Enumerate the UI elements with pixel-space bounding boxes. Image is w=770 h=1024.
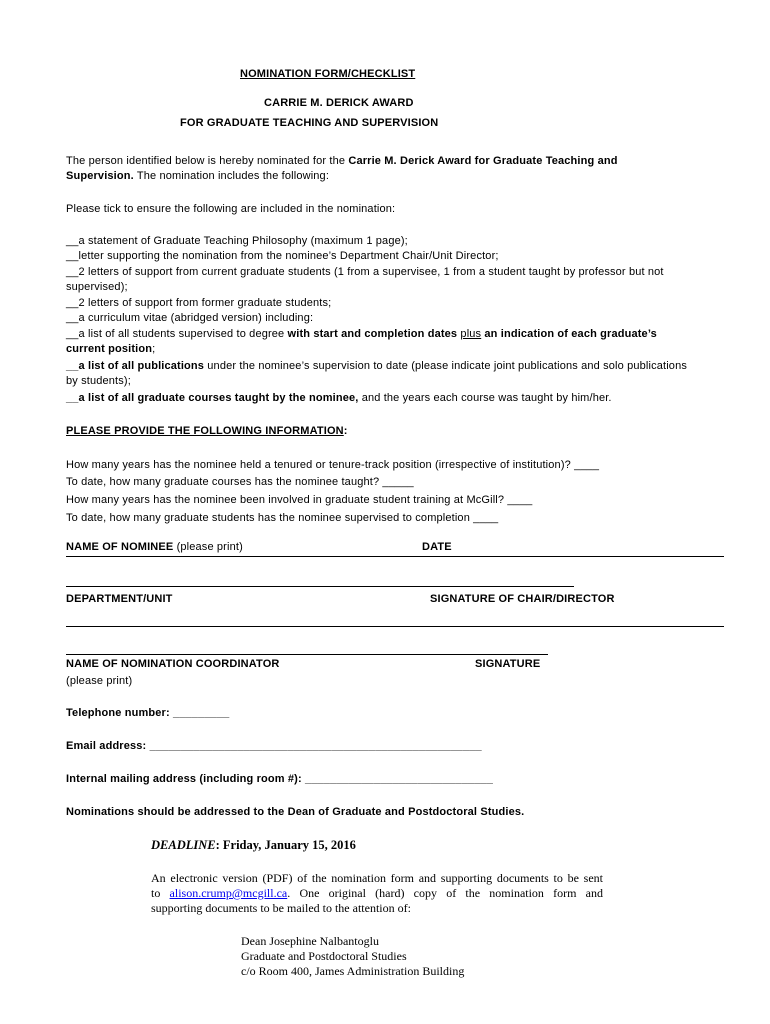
award-name: CARRIE M. DERICK AWARD [264, 97, 414, 109]
item6-plus: plus [460, 328, 482, 340]
item6-pre: __a list of all students supervised to degree [66, 328, 288, 340]
intro-pre: The person identified below is hereby nominated for the [66, 155, 349, 167]
question-years-training: How many years has the nominee been involved in graduate student training at McGill? ____ [66, 494, 533, 506]
item7-bold: __a list of all publications [66, 360, 205, 372]
tick-instruction: Please tick to ensure the following are included in the nomination: [66, 203, 396, 215]
checklist-item-cont [66, 343, 155, 355]
electronic-line-2 [151, 886, 603, 901]
checklist-item-cont: supervised); [66, 281, 128, 293]
item8-post: and the years each course was taught by him/her. [358, 392, 612, 404]
checklist-item [66, 328, 657, 340]
nominee-note: (please print) [173, 541, 243, 553]
electronic-line-1: An electronic version (PDF) of the nomination form and supporting documents to be sent [151, 871, 603, 885]
electronic-line-3: supporting documents to be mailed to the attention of: [151, 901, 411, 915]
coordinator-note: (please print) [66, 675, 133, 687]
address-to-dean: Nominations should be addressed to the Dean of Graduate and Postdoctoral Studies. [66, 806, 525, 818]
award-subtitle: FOR GRADUATE TEACHING AND SUPERVISION [180, 117, 439, 129]
address-line-1: Dean Josephine Nalbantoglu [241, 934, 379, 948]
question-years-tenured: How many years has the nominee held a tenured or tenure-track position (irrespective of institution)? ____ [66, 459, 600, 471]
electronic-pre: to [151, 886, 170, 900]
department-signature-line[interactable] [66, 586, 574, 587]
item6b-post: ; [152, 343, 156, 355]
item7-post: under the nominee’s supervision to date (please indicate joint publications and solo publications [204, 360, 687, 372]
checklist-item-cont: by students); [66, 375, 131, 387]
address-line-2: Graduate and Postdoctoral Studies [241, 949, 407, 963]
checklist-item: __letter supporting the nomination from the nominee’s Department Chair/Unit Director; [66, 250, 499, 262]
checklist-item: __a statement of Graduate Teaching Philosophy (maximum 1 page); [66, 235, 408, 247]
department-line[interactable] [66, 626, 724, 627]
info-heading-text: PLEASE PROVIDE THE FOLLOWING INFORMATION [66, 425, 344, 437]
coordinator-label: NAME OF NOMINATION COORDINATOR [66, 658, 280, 670]
intro-line-1 [66, 155, 618, 167]
coordinator-line[interactable] [66, 654, 548, 655]
checklist-item: __a curriculum vitae (abridged version) including: [66, 312, 314, 324]
department-label: DEPARTMENT/UNIT [66, 593, 173, 605]
nominee-line[interactable] [66, 556, 724, 557]
checklist-item: __2 letters of support from former graduate students; [66, 297, 332, 309]
question-students-supervised: To date, how many graduate students has the nominee supervised to completion ____ [66, 512, 499, 524]
address-line-3: c/o Room 400, James Administration Building [241, 964, 465, 978]
intro-line-2 [66, 170, 329, 182]
deadline [151, 838, 356, 853]
form-title: NOMINATION FORM/CHECKLIST [240, 68, 416, 80]
deadline-label: DEADLINE [151, 838, 216, 852]
info-heading [66, 425, 348, 437]
checklist-item: __2 letters of support from current graduate students (1 from a supervisee, 1 from a student taught by professor but not [66, 266, 664, 278]
nominee-name-label [66, 541, 243, 553]
intro-award-2: Supervision. [66, 170, 134, 182]
telephone-field[interactable]: Telephone number: _________ [66, 707, 230, 719]
item8-bold: __a list of all graduate courses taught by the nominee, [66, 392, 359, 404]
item6-bold-2: an indication of each graduate’s [481, 328, 657, 340]
info-heading-colon: : [343, 425, 348, 437]
contact-email-link[interactable]: alison.crump@mcgill.ca [169, 886, 288, 900]
chair-signature-label: SIGNATURE OF CHAIR/DIRECTOR [430, 593, 615, 605]
intro-award: Carrie M. Derick Award for Graduate Teaching and [348, 155, 618, 167]
item6b: current position [66, 343, 153, 355]
signature-label: SIGNATURE [475, 658, 541, 670]
intro-post: The nomination includes the following: [133, 170, 330, 182]
question-courses-taught: To date, how many graduate courses has the nominee taught? _____ [66, 476, 414, 488]
item6-bold: with start and completion dates [287, 328, 458, 340]
deadline-value: : Friday, January 15, 2016 [215, 838, 356, 852]
nominee-label: NAME OF NOMINEE [66, 541, 174, 553]
electronic-post: . One original (hard) copy of the nomination form and [287, 886, 603, 900]
mailing-address-field[interactable]: Internal mailing address (including room #): ______________________________ [66, 773, 494, 785]
checklist-item [66, 360, 687, 372]
checklist-item [66, 392, 612, 404]
date-label: DATE [422, 541, 452, 553]
email-field[interactable]: Email address: _____________________________________________________ [66, 740, 482, 752]
